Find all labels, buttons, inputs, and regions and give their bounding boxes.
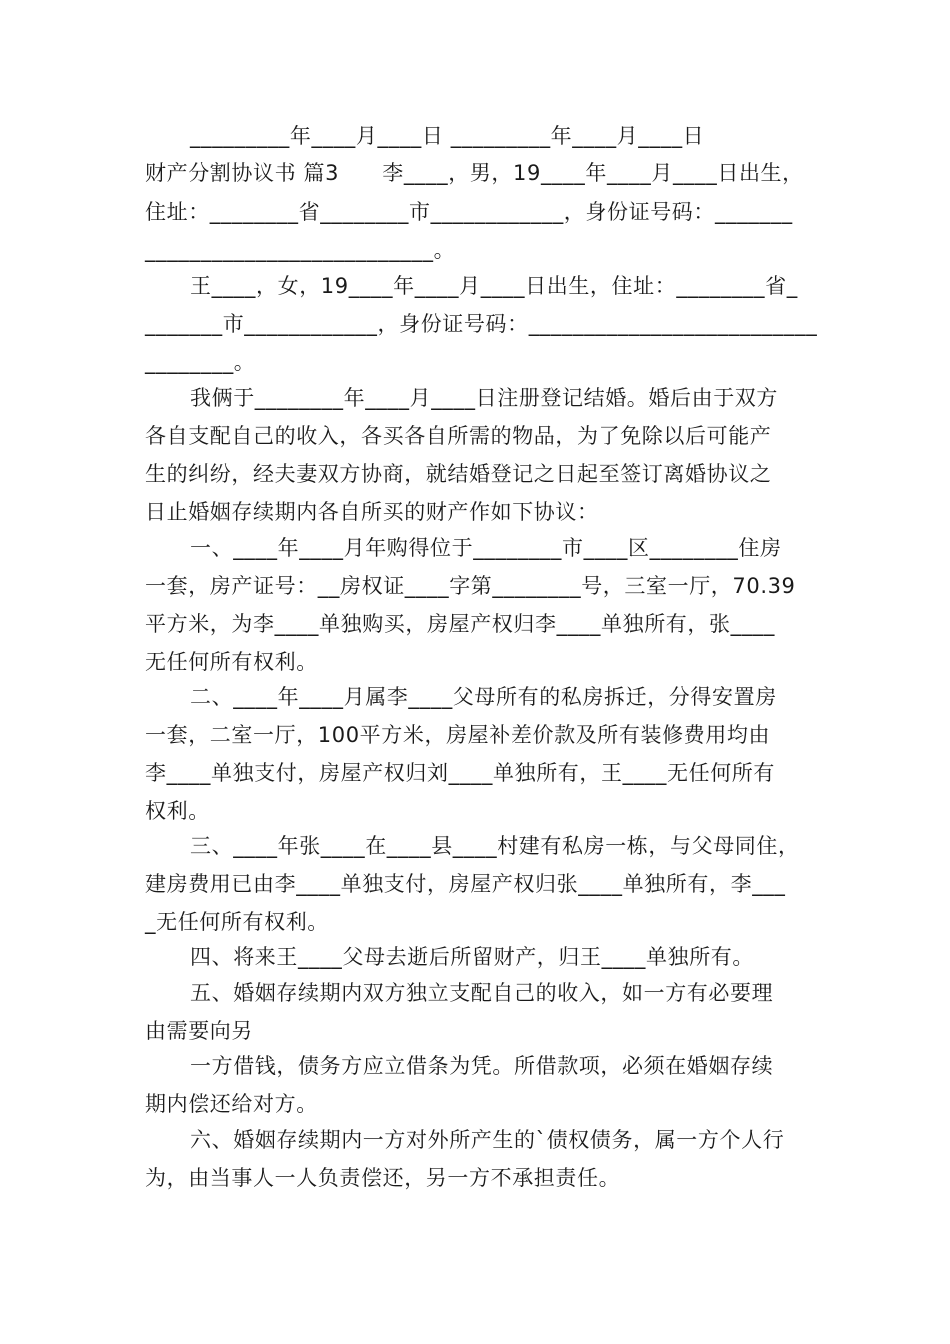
clause-line: 二、____年____月属李____父母所有的私房拆迁，分得安置房	[190, 685, 777, 709]
clause-line: _无任何所有权利。	[145, 910, 329, 934]
text-line: 王____，女，19____年____月____日出生，住址：________省_	[190, 274, 798, 298]
clause-line: 建房费用已由李____单独支付，房屋产权归张____单独所有，李___	[145, 872, 786, 896]
clause-line: 期内偿还给对方。	[145, 1092, 318, 1116]
clause-line: 五、婚姻存续期内双方独立支配自己的收入，如一方有必要理	[190, 981, 774, 1005]
clause-line: 权利。	[145, 799, 210, 823]
clause-line: 三、____年张____在____县____村建有私房一栋，与父母同住，	[190, 834, 800, 858]
clause-line: 由需要向另	[145, 1019, 253, 1043]
clause-line: 一套，房产证号：__房权证____字第________号，三室一厅，70.39	[145, 574, 796, 598]
paragraph-line: 我俩于________年____月____日注册登记结婚。婚后由于双方	[190, 386, 778, 410]
text-line: ________。	[145, 350, 256, 374]
clause-line: 平方米，为李____单独购买，房屋产权归李____单独所有，张____	[145, 612, 775, 636]
text-line: _______市____________，身份证号码：__________________________	[145, 312, 818, 336]
text-line: 住址：________省________市____________，身份证号码：_______	[145, 200, 793, 224]
section-heading-line: 财产分割协议书 篇3 李____，男，19____年____月____日出生，	[145, 161, 804, 185]
signature-date-line: _________年____月____日 _________年____月____日	[190, 124, 705, 148]
clause-line: 为，由当事人一人负责偿还，另一方不承担责任。	[145, 1166, 621, 1190]
clause-line: 一、____年____月年购得位于________市____区________住房	[190, 536, 782, 560]
clause-line: 六、婚姻存续期内一方对外所产生的`债权债务，属一方个人行	[190, 1128, 785, 1152]
clause-line: 四、将来王____父母去逝后所留财产，归王____单独所有。	[190, 945, 754, 969]
clause-line: 李____单独支付，房屋产权归刘____单独所有，王____无任何所有	[145, 761, 775, 785]
paragraph-line: 生的纠纷，经夫妻双方协商，就结婚登记之日起至签订离婚协议之	[145, 462, 772, 486]
text-line: __________________________。	[145, 238, 456, 262]
paragraph-line: 各自支配自己的收入，各买各自所需的物品，为了免除以后可能产	[145, 424, 772, 448]
clause-line: 无任何所有权利。	[145, 650, 318, 674]
clause-line: 一套，二室一厅，100平方米，房屋补差价款及所有装修费用均由	[145, 723, 771, 747]
clause-line: 一方借钱，债务方应立借条为凭。所借款项，必须在婚姻存续	[190, 1054, 774, 1078]
paragraph-line: 日止婚姻存续期内各自所买的财产作如下协议：	[145, 500, 599, 524]
